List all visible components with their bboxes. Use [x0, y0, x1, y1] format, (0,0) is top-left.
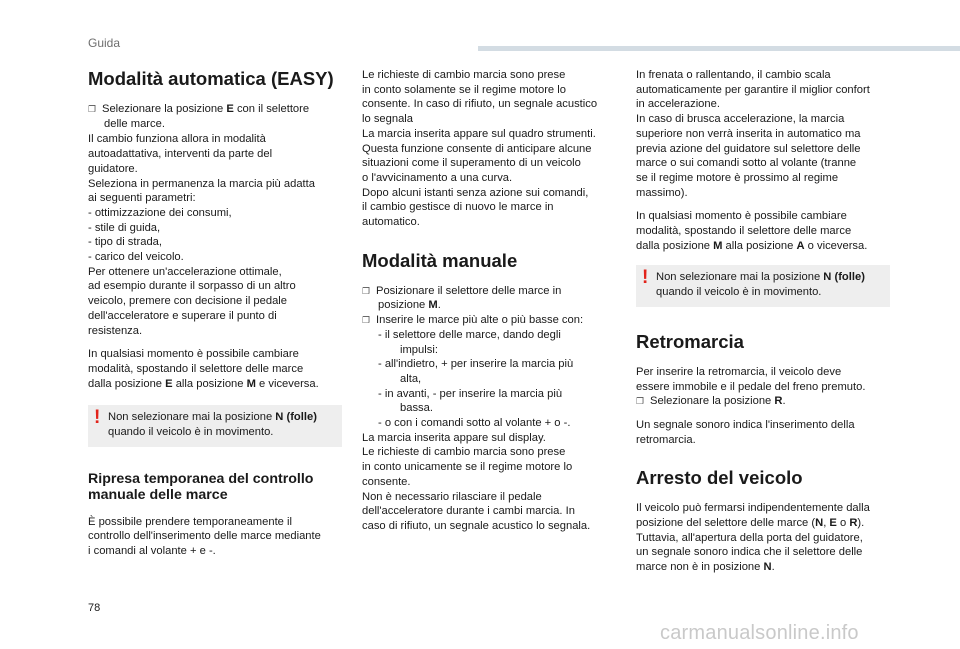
heading-modalita-automatica: Modalità automatica (EASY)	[88, 68, 334, 89]
paragraph-funzionamento: Il cambio funziona allora in modalità autoadattativa, interventi da parte del guidatore. Seleziona in permanenza la marcia più adatta ai seguenti parametri: - ottimizzazione dei consumi, - stile di guida, - tipo di strada, - carico del veicolo. Per ottenere un'accelerazione ottimale, ad esempio durante il sorpasso di un altro veicolo, premere con decisione il pedale dell'acceleratore e superare il punto di resistenza.	[88, 133, 315, 337]
column-3	[636, 68, 890, 584]
paragraph-richieste-cambio: Le richieste di cambio marcia sono prese in conto solamente se il regime motore lo consente. In caso di rifiuto, un segnale acustico lo segnala La marcia inserita appare sul quadro strumenti. Questa funzione consente di anticipare alcune situazioni come il superamento di un veicolo o l'avvicinamento a una curva. Dopo alcuni istanti senza azione sui comandi, il cambio gestisce di nuovo le marce in automatico.	[362, 69, 598, 229]
header-bar	[478, 46, 960, 51]
paragraph-frenata: In frenata o rallentando, il cambio scala automaticamente per garantire il miglior confort in accelerazione. In caso di brusca accelerazione, la marcia superiore non verrà inserita in automatico ma previa azione del guidatore sul selettore delle marce o sui comandi sotto al volante (tranne se il regime motore è prossimo al regime massimo).	[636, 69, 870, 199]
paragraph-marcia-display: La marcia inserita appare sul display. Le richieste di cambio marcia sono prese in conto unicamente se il regime motore lo consente. Non è necessario rilasciare il pedale dell'acceleratore durante i cambi marcia. In caso di rifiuto, un segnale acustico lo segnala.	[362, 431, 591, 532]
column-2	[362, 68, 616, 543]
section-header: Guida	[88, 36, 121, 50]
heading-ripresa-temporanea: Ripresa temporanea del controllo manuale delle marce	[88, 470, 314, 503]
bullet-icon: ❐	[636, 396, 645, 407]
bullet-icon: ❐	[362, 285, 371, 296]
bullet-icon: ❐	[362, 315, 371, 326]
warning-icon: !	[642, 267, 649, 289]
paragraph-cambio-modalita: In qualsiasi momento è possibile cambiare modalità, spostando il selettore delle marce dalla posizione E alla posizione M e viceversa.	[88, 348, 319, 390]
warning-box: ! Non selezionare mai la posizione N (folle) quando il veicolo è in movimento.	[88, 405, 342, 446]
paragraph-retromarcia: Per inserire la retromarcia, il veicolo deve essere immobile e il pedale del freno premuto. ❐ Selezionare la posizione R.	[636, 365, 866, 408]
heading-arresto-veicolo: Arresto del veicolo	[636, 467, 803, 489]
paragraph-ripresa: È possibile prendere temporaneamente il controllo dell'inserimento delle marce mediante i comandi al volante + e -.	[88, 515, 321, 558]
bullet-icon: ❐	[88, 104, 97, 114]
heading-modalita-manuale: Modalità manuale	[362, 249, 518, 271]
heading-retromarcia: Retromarcia	[636, 330, 744, 352]
bullet-select-e: ❐ Selezionare la posizione E con il selettore delle marce.	[88, 103, 310, 130]
paragraph-cambio-modalita-m: In qualsiasi momento è possibile cambiare modalità, spostando il selettore delle marce dalla posizione M alla posizione A o viceversa.	[636, 210, 868, 252]
paragraph-segnale-retromarcia: Un segnale sonoro indica l'inserimento della retromarcia.	[636, 418, 855, 446]
bullet-posizionare-m: ❐ Posizionare il selettore delle marce in posizione M. ❐ Inserire le marce più alte o più basse con: - il selettore delle marce, dando degli impulsi: - all'indietro, + per inserire la marcia più alta, - in avanti, - per inserire la marcia più bassa. - o con i comandi sotto al volante + o -.	[362, 284, 584, 430]
column-1	[88, 68, 342, 568]
paragraph-arresto: Il veicolo può fermarsi indipendentemente dalla posizione del selettore delle marce (N, E o R). Tuttavia, all'apertura della porta del guidatore, un segnale sonoro indica che il selettore delle marce non è in posizione N.	[636, 502, 870, 574]
warning-box: ! Non selezionare mai la posizione N (folle) quando il veicolo è in movimento.	[636, 265, 890, 306]
warning-icon: !	[94, 407, 101, 429]
page-number: 78	[88, 602, 101, 614]
watermark: carmanualsonline.info	[660, 622, 859, 644]
